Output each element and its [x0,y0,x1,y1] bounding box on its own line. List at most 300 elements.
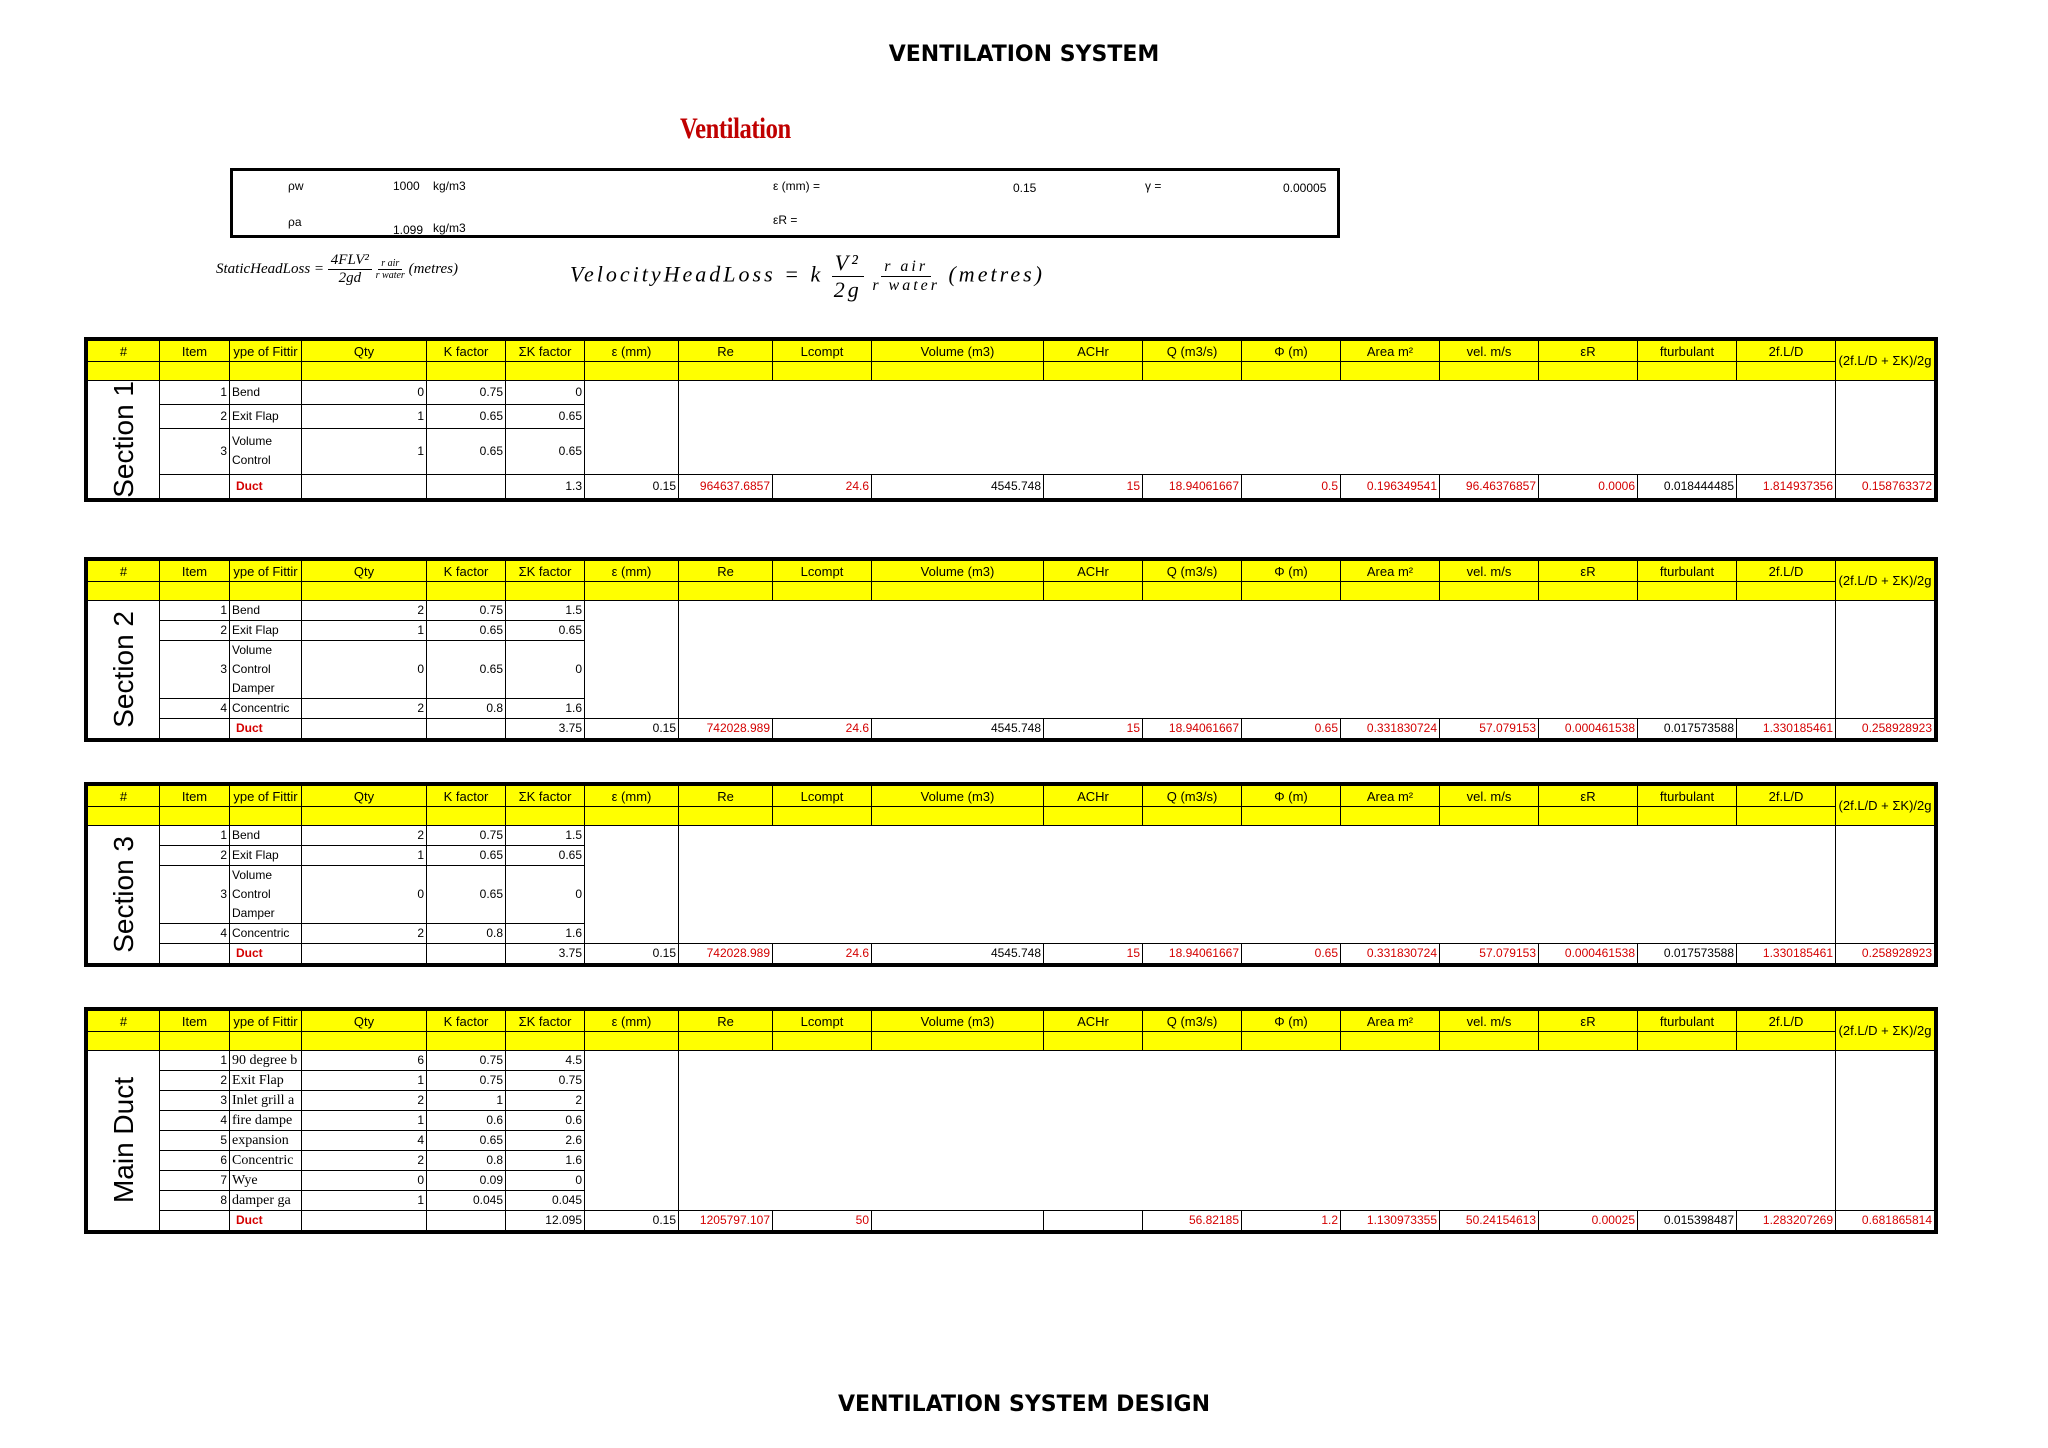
duct-total: 0.681865814 [1836,1211,1935,1231]
rho-a-unit: kg/m3 [433,221,466,235]
header-fld: 2f.L/D [1737,1011,1836,1032]
header-spacer [1044,807,1143,826]
header-er: εR [1539,341,1638,362]
sum-k-factor: 0.6 [506,1111,585,1131]
header-k: K factor [427,561,506,582]
header-q: Q (m3/s) [1143,341,1242,362]
empty-cell [302,944,427,964]
header-#: # [88,786,160,807]
duct-row [88,474,1935,498]
duct-eps: 0.15 [585,474,679,498]
duct-f: 0.017573588 [1638,719,1737,739]
header-l: Lcompt [773,1011,872,1032]
k-factor: 0.65 [427,1131,506,1151]
section-label-cell [88,601,160,739]
duct-ach [1044,1211,1143,1231]
header-fld: 2f.L/D [1737,561,1836,582]
fitting-type: Wye [230,1171,302,1191]
fitting-type: Exit Flap [230,1071,302,1091]
item-number: 6 [160,1151,230,1171]
item-number: 3 [160,641,230,699]
header-sk: ΣK factor [506,341,585,362]
header-spacer [1737,807,1836,826]
fitting-row [88,601,1935,621]
duct-fld: 1.283207269 [1737,1211,1836,1231]
header-type: ype of Fittir [230,786,302,807]
header-spacer [160,582,230,601]
velocity-unit: (metres) [948,261,1045,287]
sum-k-factor: 0 [506,381,585,405]
section-table [87,785,1935,964]
header-item: Item [160,341,230,362]
header-spacer [302,807,427,826]
duct-vel: 50.24154613 [1440,1211,1539,1231]
header-spacer [1242,807,1341,826]
fitting-type: Exit Flap [230,846,302,866]
header-fld: 2f.L/D [1737,341,1836,362]
duct-eps: 0.15 [585,1211,679,1231]
sum-k-factor: 0.65 [506,404,585,428]
item-number: 1 [160,1051,230,1071]
duct-row [88,1211,1935,1231]
header-spacer [1440,582,1539,601]
header-spacer [88,362,160,381]
fitting-qty: 1 [302,1191,427,1211]
header-item: Item [160,1011,230,1032]
header-k: K factor [427,1011,506,1032]
section-name: Section 3 [108,836,139,953]
duct-area: 0.331830724 [1341,719,1440,739]
duct-eps: 0.15 [585,944,679,964]
header-vol: Volume (m3) [872,561,1044,582]
k-factor: 0.65 [427,404,506,428]
header-er: εR [1539,786,1638,807]
header-k: K factor [427,341,506,362]
page-footer: VENTILATION SYSTEM DESIGN [838,1392,1210,1417]
velocity-num: V² [832,250,864,277]
header-spacer [679,362,773,381]
fitting-type: Inlet grill a [230,1091,302,1111]
duct-row [88,944,1935,964]
page-title: VENTILATION SYSTEM [888,42,1160,67]
fitting-row [88,1051,1935,1071]
duct-label: Duct [230,1211,302,1231]
fitting-qty: 1 [302,1111,427,1131]
header-spacer [506,582,585,601]
sum-k-factor: 2.6 [506,1131,585,1151]
header-qty: Qty [302,341,427,362]
parameters-box [230,168,1340,238]
header-spacer [88,807,160,826]
section-name: Section 1 [108,381,139,498]
duct-er: 0.0006 [1539,474,1638,498]
item-number: 4 [160,924,230,944]
header-ach: ACHr [1044,786,1143,807]
fitting-type: Bend [230,601,302,621]
header-spacer [1539,362,1638,381]
empty-cell [427,944,506,964]
header-spacer [160,807,230,826]
velocity-den: 2g [833,277,862,302]
k-factor: 0.8 [427,924,506,944]
header-spacer [506,362,585,381]
sum-k-factor: 4.5 [506,1051,585,1071]
header-spacer [1737,582,1836,601]
duct-re: 1205797.107 [679,1211,773,1231]
header-spacer [1341,582,1440,601]
fitting-type: Concentric [230,1151,302,1171]
k-factor: 0.75 [427,826,506,846]
header-sk: ΣK factor [506,786,585,807]
section-table [87,560,1935,739]
header-qty: Qty [302,786,427,807]
duct-sk: 12.095 [506,1211,585,1231]
fitting-qty: 4 [302,1131,427,1151]
section-name: Main Duct [108,1077,139,1204]
k-factor: 0.65 [427,621,506,641]
header-spacer [427,1032,506,1051]
k-factor: 0.65 [427,428,506,474]
sum-k-factor: 0 [506,1171,585,1191]
header-area: Area m² [1341,341,1440,362]
empty-cell [160,474,230,498]
empty-cell [427,474,506,498]
k-factor: 0.75 [427,1051,506,1071]
duct-label: Duct [230,474,302,498]
header-vol: Volume (m3) [872,341,1044,362]
fitting-type: Volume Control Damper [230,866,302,924]
k-factor: 0.8 [427,1151,506,1171]
fitting-type: fire dampe [230,1111,302,1131]
fitting-qty: 2 [302,826,427,846]
duct-phi: 0.65 [1242,944,1341,964]
header-spacer [585,362,679,381]
header-spacer [773,1032,872,1051]
header-spacer [427,362,506,381]
epsilon-r-label: εR = [773,213,798,227]
header-spacer [506,807,585,826]
header-spacer [585,807,679,826]
empty-cell [160,719,230,739]
item-number: 2 [160,404,230,428]
duct-row [88,719,1935,739]
header-eps: ε (mm) [585,786,679,807]
velocity-rden: r water [872,277,940,294]
k-factor: 0.09 [427,1171,506,1191]
k-factor: 0.65 [427,641,506,699]
header-spacer [160,362,230,381]
fitting-qty: 0 [302,1171,427,1191]
blank-cell [1836,826,1935,944]
duct-l: 24.6 [773,474,872,498]
static-den: 2gd [338,270,362,286]
duct-vol: 4545.748 [872,719,1044,739]
section-label-cell [88,381,160,499]
duct-vol: 4545.748 [872,474,1044,498]
section-name: Section 2 [108,611,139,728]
fitting-type: Exit Flap [230,621,302,641]
sum-k-factor: 0.65 [506,428,585,474]
blank-cell [585,601,679,719]
duct-q: 18.94061667 [1143,719,1242,739]
item-number: 3 [160,866,230,924]
velocity-lhs: VelocityHeadLoss = k [570,261,824,287]
fitting-qty: 2 [302,601,427,621]
empty-cell [302,474,427,498]
fitting-type: Concentric [230,924,302,944]
blank-cell [585,826,679,944]
k-factor: 0.045 [427,1191,506,1211]
header-eps: ε (mm) [585,1011,679,1032]
header-phi: Φ (m) [1242,561,1341,582]
item-number: 2 [160,1071,230,1091]
fitting-qty: 2 [302,1151,427,1171]
duct-l: 24.6 [773,944,872,964]
fitting-type: Bend [230,381,302,405]
header-f: fturbulant [1638,786,1737,807]
item-number: 7 [160,1171,230,1191]
section-label-cell [88,1051,160,1231]
header-eps: ε (mm) [585,561,679,582]
sum-k-factor: 0 [506,641,585,699]
fitting-qty: 2 [302,699,427,719]
sheet-subtitle: Ventilation [680,112,791,145]
header-spacer [585,582,679,601]
header-spacer [1341,807,1440,826]
item-number: 1 [160,381,230,405]
duct-ach: 15 [1044,944,1143,964]
duct-fld: 1.330185461 [1737,719,1836,739]
header-vel: vel. m/s [1440,786,1539,807]
k-factor: 0.75 [427,601,506,621]
item-number: 3 [160,428,230,474]
header-spacer [230,362,302,381]
header-qty: Qty [302,561,427,582]
header-phi: Φ (m) [1242,786,1341,807]
header-spacer [773,807,872,826]
empty-cell [302,719,427,739]
static-rden: r water [375,270,405,281]
blank-area [679,1051,1836,1211]
duct-total: 0.258928923 [1836,719,1935,739]
blank-cell [585,1051,679,1211]
header-spacer [1143,807,1242,826]
header-f: fturbulant [1638,561,1737,582]
header-ach: ACHr [1044,1011,1143,1032]
item-number: 1 [160,826,230,846]
velocity-density-ratio [872,258,940,295]
header-fld: 2f.L/D [1737,786,1836,807]
duct-area: 0.331830724 [1341,944,1440,964]
header-l: Lcompt [773,786,872,807]
static-fraction [328,252,372,287]
sum-k-factor: 1.6 [506,924,585,944]
header-spacer [1440,1032,1539,1051]
duct-eps: 0.15 [585,719,679,739]
epsilon-label: ε (mm) = [773,179,821,193]
duct-re: 742028.989 [679,944,773,964]
fitting-qty: 6 [302,1051,427,1071]
duct-er: 0.000461538 [1539,944,1638,964]
item-number: 8 [160,1191,230,1211]
header-item: Item [160,786,230,807]
k-factor: 0.6 [427,1111,506,1131]
header-spacer [302,1032,427,1051]
header-spacer [1044,362,1143,381]
velocity-fraction [832,250,864,303]
duct-label: Duct [230,719,302,739]
fitting-type: Exit Flap [230,404,302,428]
gamma-value: 0.00005 [1283,181,1327,195]
duct-l: 24.6 [773,719,872,739]
duct-f: 0.017573588 [1638,944,1737,964]
fitting-type: damper ga [230,1191,302,1211]
blank-cell [585,381,679,475]
header-spacer [1638,1032,1737,1051]
header-spacer [1440,807,1539,826]
duct-label: Duct [230,944,302,964]
rho-w-value: 1000 [393,179,420,193]
section-table [87,1010,1935,1231]
epsilon-value: 0.15 [1013,181,1037,195]
fitting-row [88,826,1935,846]
duct-vel: 57.079153 [1440,944,1539,964]
static-unit: (metres) [408,260,459,277]
header-er: εR [1539,561,1638,582]
duct-f: 0.015398487 [1638,1211,1737,1231]
header-spacer [160,1032,230,1051]
sum-k-factor: 1.5 [506,826,585,846]
fitting-type: Concentric [230,699,302,719]
duct-total: 0.158763372 [1836,474,1935,498]
header-spacer [1638,362,1737,381]
k-factor: 0.65 [427,866,506,924]
item-number: 4 [160,699,230,719]
duct-phi: 1.2 [1242,1211,1341,1231]
duct-vol: 4545.748 [872,944,1044,964]
fitting-qty: 1 [302,621,427,641]
item-number: 3 [160,1091,230,1111]
header-spacer [230,807,302,826]
header-spacer [1341,362,1440,381]
header-spacer [506,1032,585,1051]
header-f: fturbulant [1638,341,1737,362]
header-ach: ACHr [1044,561,1143,582]
header-spacer [1638,807,1737,826]
duct-re: 964637.6857 [679,474,773,498]
header-spacer [1242,1032,1341,1051]
header-spacer [427,807,506,826]
sum-k-factor: 0.045 [506,1191,585,1211]
duct-sk: 3.75 [506,719,585,739]
k-factor: 0.75 [427,1071,506,1091]
duct-vol [872,1211,1044,1231]
header-f: fturbulant [1638,1011,1737,1032]
sum-k-factor: 0.75 [506,1071,585,1091]
sum-k-factor: 1.6 [506,1151,585,1171]
duct-er: 0.00025 [1539,1211,1638,1231]
header-vol: Volume (m3) [872,786,1044,807]
header-q: Q (m3/s) [1143,786,1242,807]
header-spacer [1341,1032,1440,1051]
static-lhs: StaticHeadLoss = [216,260,325,277]
empty-cell [427,719,506,739]
duct-phi: 0.5 [1242,474,1341,498]
header-spacer [773,582,872,601]
duct-er: 0.000461538 [1539,719,1638,739]
duct-q: 18.94061667 [1143,474,1242,498]
header-spacer [1143,1032,1242,1051]
header-type: ype of Fittir [230,1011,302,1032]
fitting-qty: 1 [302,1071,427,1091]
rho-a-value: 1.099 [393,223,424,237]
duct-q: 18.94061667 [1143,944,1242,964]
duct-fld: 1.814937356 [1737,474,1836,498]
gamma-label: γ = [1145,179,1162,193]
header-vel: vel. m/s [1440,1011,1539,1032]
header-spacer [302,362,427,381]
sum-k-factor: 1.5 [506,601,585,621]
header-spacer [872,362,1044,381]
header-spacer [1044,582,1143,601]
duct-fld: 1.330185461 [1737,944,1836,964]
header-spacer [679,582,773,601]
blank-area [679,601,1836,719]
fitting-qty: 2 [302,924,427,944]
header-spacer [872,807,1044,826]
header-eps: ε (mm) [585,341,679,362]
header-spacer [230,582,302,601]
section-table [87,340,1935,499]
header-type: ype of Fittir [230,341,302,362]
header-spacer [1638,582,1737,601]
rho-w-label: ρw [288,179,304,193]
header-spacer [1737,1032,1836,1051]
header-spacer [679,807,773,826]
fitting-type: Volume Control Damper [230,641,302,699]
static-num: 4FLV² [328,252,372,270]
empty-cell [160,944,230,964]
header-spacer [1242,582,1341,601]
header-er: εR [1539,1011,1638,1032]
k-factor: 0.75 [427,381,506,405]
header-q: Q (m3/s) [1143,561,1242,582]
header-l: Lcompt [773,341,872,362]
static-rnum: r air [378,258,402,270]
header-re: Re [679,341,773,362]
header-total: (2f.L/D + ΣK)/2g [1836,786,1935,826]
header-vol: Volume (m3) [872,1011,1044,1032]
duct-sk: 3.75 [506,944,585,964]
duct-l: 50 [773,1211,872,1231]
section-label-cell [88,826,160,964]
fitting-qty: 0 [302,381,427,405]
header-spacer [1737,362,1836,381]
header-#: # [88,1011,160,1032]
fitting-type: expansion [230,1131,302,1151]
static-density-ratio [376,258,405,281]
header-spacer [88,582,160,601]
fitting-type: Bend [230,826,302,846]
duct-ach: 15 [1044,474,1143,498]
duct-f: 0.018444485 [1638,474,1737,498]
header-area: Area m² [1341,1011,1440,1032]
header-sk: ΣK factor [506,561,585,582]
sum-k-factor: 0.65 [506,621,585,641]
header-spacer [872,1032,1044,1051]
header-area: Area m² [1341,561,1440,582]
blank-area [679,826,1836,944]
